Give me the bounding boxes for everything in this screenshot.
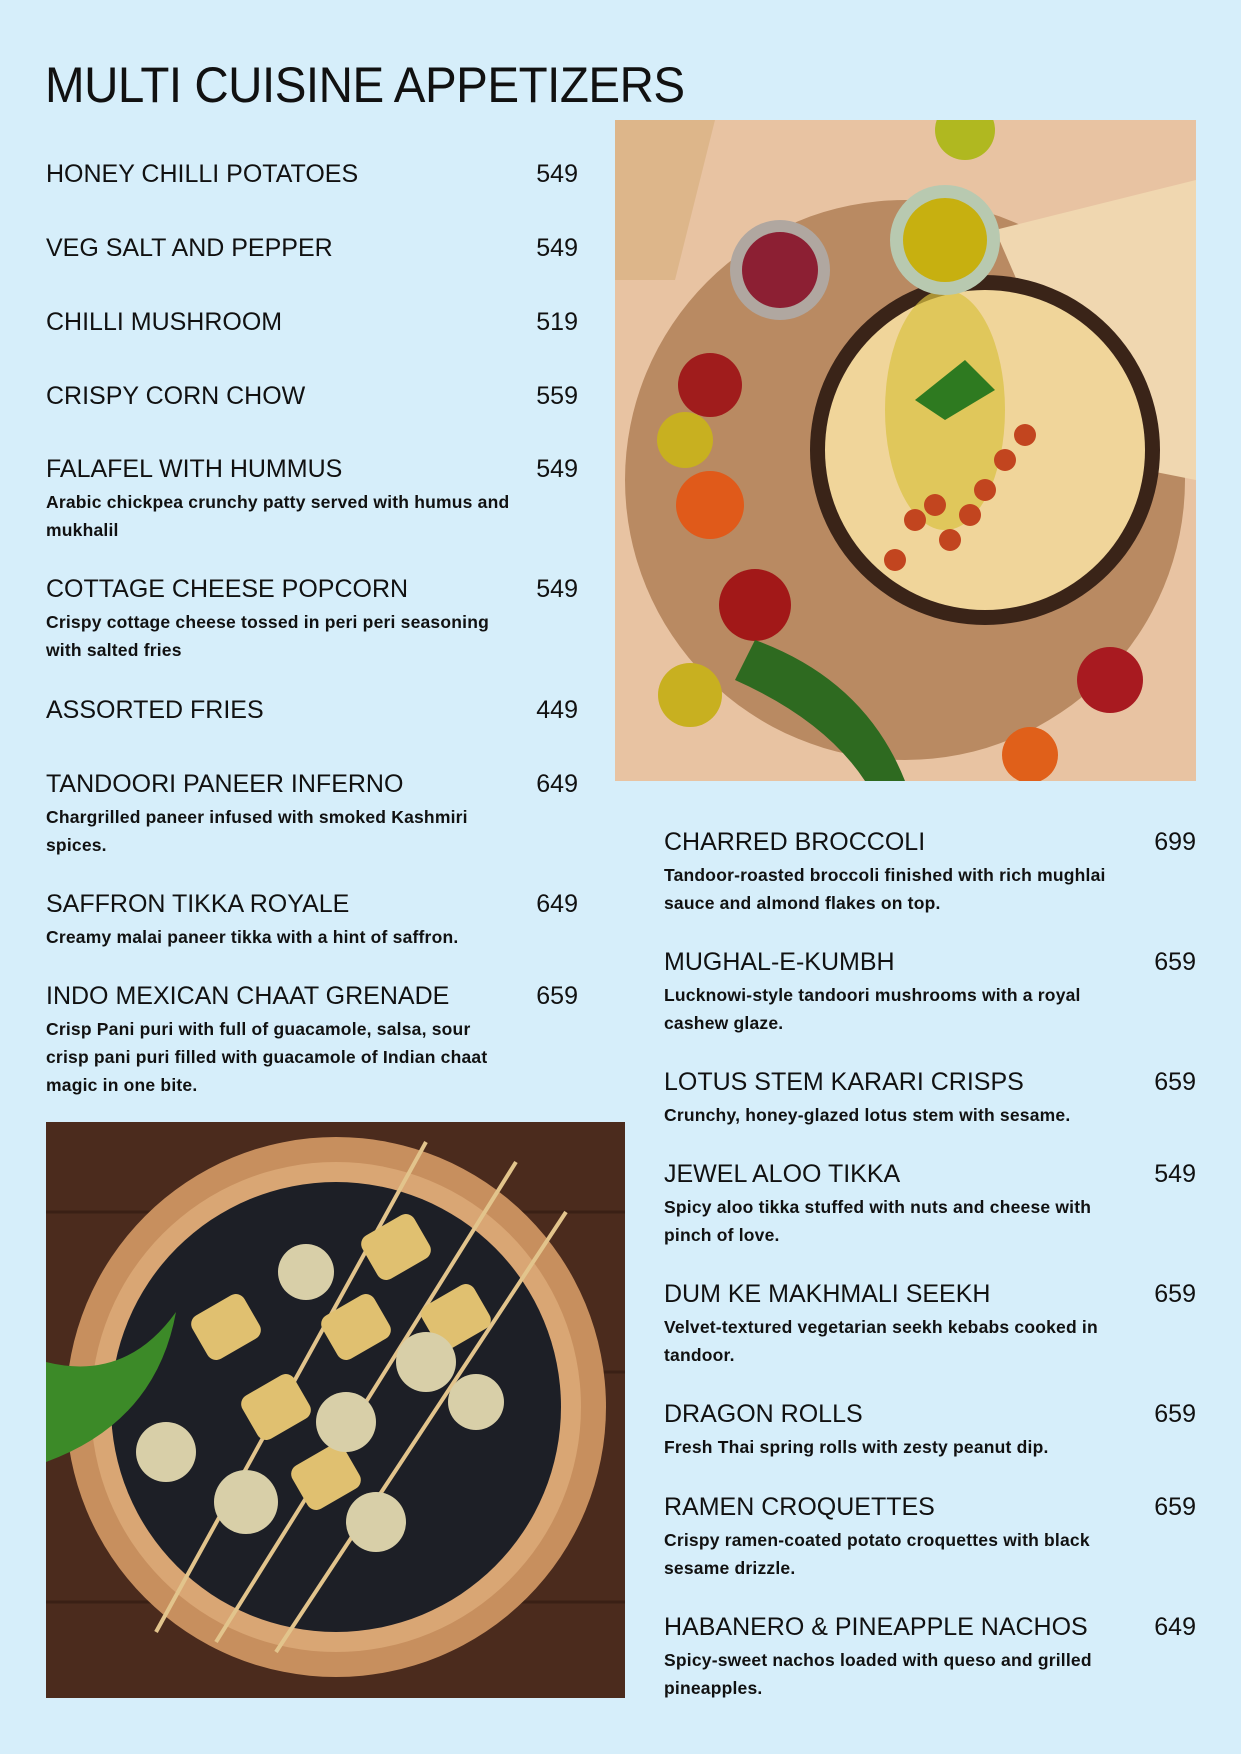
- item-description: Arabic chickpea crunchy patty served with humus and mukhalil: [46, 492, 510, 540]
- item-description: Spicy-sweet nachos loaded with queso and grilled pineapples.: [664, 1650, 1092, 1698]
- item-name: DUM KE MAKHMALI SEEKH: [664, 1280, 991, 1308]
- item-price: 549: [536, 160, 578, 188]
- item-price: 659: [1154, 948, 1196, 976]
- item-name: VEG SALT AND PEPPER: [46, 234, 333, 262]
- item-name: CRISPY CORN CHOW: [46, 382, 306, 410]
- item-name: HABANERO & PINEAPPLE NACHOS: [664, 1613, 1088, 1641]
- menu-item: [46, 308, 578, 337]
- item-description: Lucknowi-style tandoori mushrooms with a royal cashew glaze.: [664, 985, 1081, 1033]
- page-title: MULTI CUISINE APPETIZERS: [45, 57, 685, 113]
- item-description: Spicy aloo tikka stuffed with nuts and cheese with pinch of love.: [664, 1197, 1092, 1245]
- item-name: MUGHAL-E-KUMBH: [664, 948, 895, 976]
- item-price: 549: [1154, 1160, 1196, 1188]
- item-name: CHARRED BROCCOLI: [664, 828, 926, 856]
- item-name: ASSORTED FRIES: [46, 696, 264, 724]
- item-name: FALAFEL WITH HUMMUS: [46, 455, 343, 483]
- item-price: 649: [1154, 1613, 1196, 1641]
- item-name: HONEY CHILLI POTATOES: [46, 160, 359, 188]
- item-name: DRAGON ROLLS: [664, 1400, 863, 1428]
- item-description: Crisp Pani puri with full of guacamole, salsa, sour crisp pani puri filled with guacamole of Indian chaat magic in one bite.: [46, 1019, 488, 1095]
- menu-item: [46, 575, 578, 664]
- item-description: Velvet-textured vegetarian seekh kebabs cooked in tandoor.: [664, 1317, 1098, 1365]
- menu-item: [664, 1068, 1196, 1129]
- item-price: 649: [536, 890, 578, 918]
- item-price: 559: [536, 382, 578, 410]
- item-name: RAMEN CROQUETTES: [664, 1493, 935, 1521]
- item-price: 549: [536, 234, 578, 262]
- menu-item: [664, 1613, 1196, 1702]
- item-price: 649: [536, 770, 578, 798]
- item-description: Crispy ramen-coated potato croquettes with black sesame drizzle.: [664, 1530, 1090, 1578]
- menu-item: [664, 1493, 1196, 1582]
- menu-item: [46, 160, 578, 189]
- item-price: 699: [1154, 828, 1196, 856]
- item-price: 659: [1154, 1493, 1196, 1521]
- item-name: TANDOORI PANEER INFERNO: [46, 770, 404, 798]
- menu-item: [664, 1160, 1196, 1249]
- item-price: 659: [1154, 1280, 1196, 1308]
- item-price: 549: [536, 575, 578, 603]
- item-description: Tandoor-roasted broccoli finished with rich mughlai sauce and almond flakes on top.: [664, 865, 1106, 913]
- item-name: CHILLI MUSHROOM: [46, 308, 283, 336]
- item-price: 549: [536, 455, 578, 483]
- item-name: COTTAGE CHEESE POPCORN: [46, 575, 409, 603]
- item-description: Fresh Thai spring rolls with zesty peanut dip.: [664, 1437, 1049, 1457]
- item-price: 519: [536, 308, 578, 336]
- menu-item: [46, 982, 578, 1099]
- item-description: Crispy cottage cheese tossed in peri peri seasoning with salted fries: [46, 612, 489, 660]
- menu-item: [664, 1280, 1196, 1369]
- menu-item: [46, 770, 578, 859]
- item-name: SAFFRON TIKKA ROYALE: [46, 890, 350, 918]
- menu-item: [46, 696, 578, 725]
- item-price: 449: [536, 696, 578, 724]
- menu-item: [664, 1400, 1196, 1461]
- item-price: 659: [1154, 1400, 1196, 1428]
- item-description: Chargrilled paneer infused with smoked Kashmiri spices.: [46, 807, 468, 855]
- item-description: Crunchy, honey-glazed lotus stem with sesame.: [664, 1105, 1071, 1125]
- menu-item: [46, 234, 578, 263]
- item-price: 659: [536, 982, 578, 1010]
- menu-item: [664, 948, 1196, 1037]
- item-description: Creamy malai paneer tikka with a hint of saffron.: [46, 927, 459, 947]
- menu-item: [46, 455, 578, 544]
- item-name: LOTUS STEM KARARI CRISPS: [664, 1068, 1024, 1096]
- menu-item: [664, 828, 1196, 917]
- paneer-kebab-skewers-photo: [46, 1122, 625, 1698]
- menu-item: [46, 890, 578, 951]
- item-name: INDO MEXICAN CHAAT GRENADE: [46, 982, 450, 1010]
- menu-item: [46, 382, 578, 411]
- hummus-bowl-photo: [615, 120, 1196, 781]
- item-price: 659: [1154, 1068, 1196, 1096]
- item-name: JEWEL ALOO TIKKA: [664, 1160, 901, 1188]
